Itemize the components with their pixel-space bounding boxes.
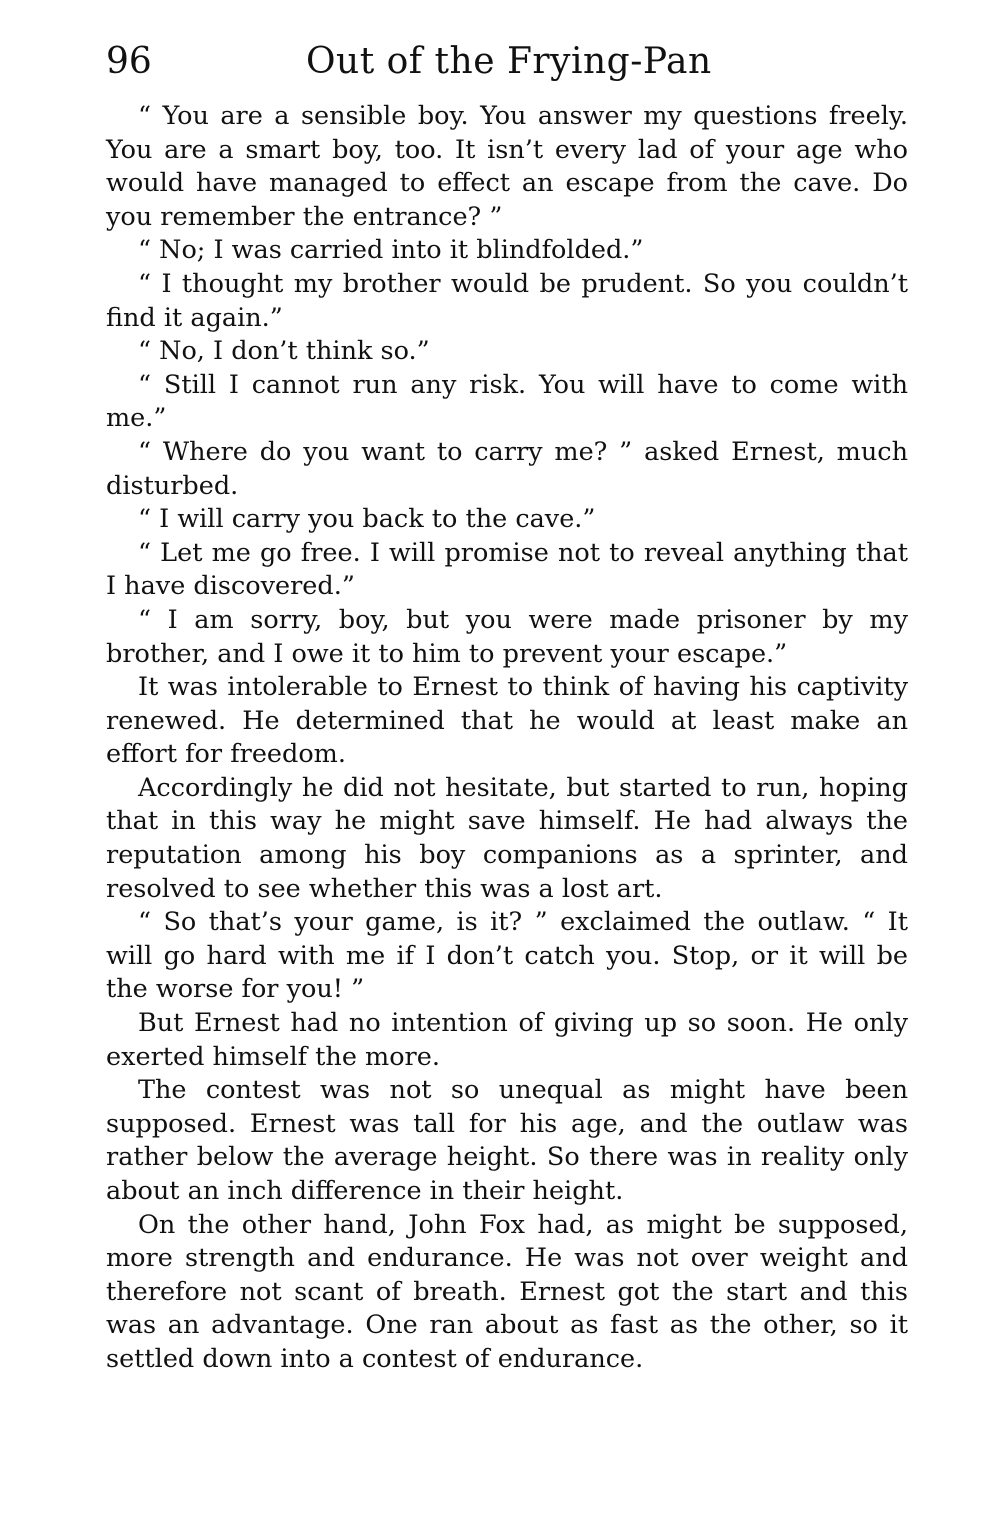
body-text [106,100,908,1377]
running-title: Out of the Frying-Pan [306,41,712,82]
paragraph: But Ernest had no intention of giving up so soon. He only exerted himself the more. [106,1008,908,1072]
paragraph: “ No, I don’t think so.” [138,336,430,367]
paragraph: “ Let me go free. I will promise not to reveal anything that I have discovered.” [106,537,908,602]
paragraph: On the other hand, John Fox had, as might be supposed, more strength and endurance. He was not over weight and therefore not scant of breath. Ernest got the start and this was an advantage. One ran about as fast as the other, so it settled down into a contest of endurance. [106,1209,908,1374]
paragraph: “ You are a sensible boy. You answer my questions freely. You are a smart boy, too. It isn’t every lad of your age who would have managed to effect an escape from the cave. Do you remember the entrance? ” [106,101,908,232]
book-page [106,38,908,1377]
paragraph: “ I thought my brother would be prudent. So you couldn’t find it again.” [106,268,908,333]
paragraph: “ I will carry you back to the cave.” [138,504,596,535]
paragraph: “ So that’s your game, is it? ” exclaimed the outlaw. “ It will go hard with me if I don’t catch you. Stop, or it will be the worse for you! ” [106,907,908,1005]
page-number: 96 [106,41,152,82]
paragraph: “ I am sorry, boy, but you were made prisoner by my brother, and I owe it to him to prevent your escape.” [106,604,908,669]
paragraph: It was intolerable to Ernest to think of having his captivity renewed. He determined that he would at least make an effort for freedom. [106,672,908,770]
paragraph: “ Still I cannot run any risk. You will have to come with me.” [106,369,908,434]
paragraph: “ No; I was carried into it blindfolded.” [138,235,644,266]
paragraph: “ Where do you want to carry me? ” asked Ernest, much disturbed. [106,436,908,501]
paragraph: The contest was not so unequal as might have been supposed. Ernest was tall for his age, and the outlaw was rather below the average height. So there was in reality only about an inch difference in their height. [106,1075,908,1206]
paragraph: Accordingly he did not hesitate, but started to run, hoping that in this way he might save himself. He had always the reputation among his boy companions as a sprinter, and resolved to see whether this was a lost art. [106,772,908,904]
running-header [106,38,908,86]
